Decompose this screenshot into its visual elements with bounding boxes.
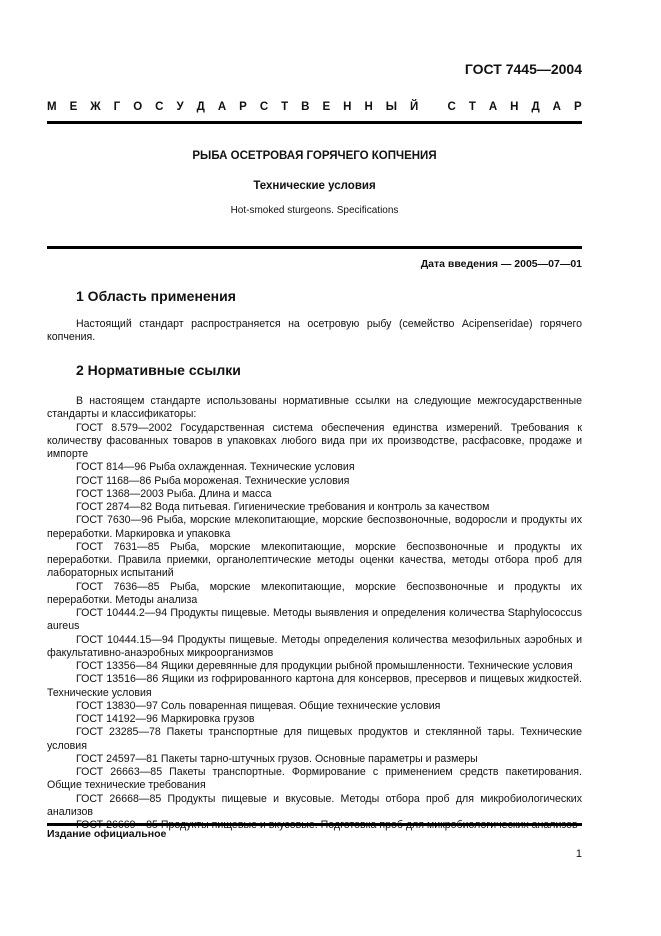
letter: Й [410, 101, 419, 113]
references-list [47, 395, 582, 832]
letter: Е [322, 101, 331, 113]
reference-item: ГОСТ 7630—96 Рыба, морские млекопитающие, морские беспозвоночные, водоросли и продукты их переработки. Маркировка и упаковка [47, 514, 582, 540]
title-divider [47, 246, 582, 249]
document-number: ГОСТ 7445—2004 [464, 61, 582, 77]
letter: Т [468, 101, 476, 113]
reference-item: ГОСТ 26663—85 Пакеты транспортные. Формирование с применением средств пакетирования. Общие технические требования [47, 766, 582, 792]
letter: А [552, 101, 561, 113]
introduction-date: Дата введения — 2005—07—01 [420, 258, 582, 270]
section-heading-scope: 1 Область применения [76, 288, 236, 304]
letter: Д [531, 101, 540, 113]
letter: А [217, 101, 227, 113]
reference-item: ГОСТ 10444.2—94 Продукты пищевые. Методы выявления и определения количества Staphylococcus aureus [47, 607, 582, 633]
letter: Р [573, 101, 582, 113]
letter: Т [281, 101, 289, 113]
reference-item: ГОСТ 14192—96 Маркировка грузов [76, 713, 255, 725]
section-heading-references: 2 Нормативные ссылки [76, 362, 241, 378]
reference-item: ГОСТ 7631—85 Рыба, морские млекопитающие, морские беспозвоночные и продукты их переработки. Правила приемки, органолептические методы оценки качества, методы отбора проб для лабораторных испытаний [47, 540, 582, 580]
reference-item: ГОСТ 23285—78 Пакеты транспортные для пищевых продуктов и стеклянной тары. Технические условия [47, 726, 582, 752]
letter: В [301, 101, 310, 113]
letter: О [133, 101, 143, 113]
reference-item: ГОСТ 2874—82 Вода питьевая. Гигиенические требования и контроль за качеством [76, 501, 490, 513]
letter: С [259, 101, 269, 113]
reference-item: ГОСТ 1168—86 Рыба мороженая. Технические условия [76, 474, 350, 487]
english-title: Hot-smoked sturgeons. Specifications [230, 205, 399, 216]
letter: М [47, 101, 57, 113]
footer-divider [47, 823, 582, 826]
letter: Р [239, 101, 247, 113]
letter: У [176, 101, 184, 113]
reference-item: ГОСТ 24597—81 Пакеты тарно-штучных грузов. Основные параметры и размеры [76, 752, 478, 765]
document-subtitle: Технические условия [253, 180, 376, 192]
official-edition-label: Издание официальное [47, 828, 167, 840]
reference-item: ГОСТ 13830—97 Соль поваренная пищевая. Общие технические условия [76, 699, 441, 712]
letter: Е [69, 101, 78, 113]
letter: С [155, 101, 164, 113]
reference-item: ГОСТ 10444.15—94 Продукты пищевые. Методы определения количества мезофильных аэробных и факультативно-анаэробных микроорганизмов [47, 633, 582, 659]
paragraph: Настоящий стандарт распространяется на осетровую рыбу (семейство Acipenseridae) горячего копчения. [47, 318, 582, 344]
reference-item: ГОСТ 13516—86 Ящики из гофрированного картона для консервов, пресервов и пищевых жидкостей. Технические условия [47, 673, 582, 699]
reference-item: ГОСТ 814—96 Рыба охлажденная. Технические условия [76, 461, 355, 474]
reference-item: ГОСТ 7636—85 Рыба, морские млекопитающие, морские беспозвоночные и продукты их переработки. Методы анализа [47, 580, 582, 606]
letter: Н [510, 101, 519, 113]
letter: Ы [385, 101, 398, 113]
letter: С [447, 101, 456, 113]
reference-item: ГОСТ 8.579—2002 Государственная система обеспечения единства измерений. Требования к количеству фасованных товаров в упаковках любого вида при их производстве, расфасовке, продаже и импорте [47, 421, 582, 460]
reference-item: ГОСТ 26668—85 Продукты пищевые и вкусовые. Методы отбора проб для микробиологических анализов [47, 792, 582, 818]
reference-item: ГОСТ 13356—84 Ящики деревянные для продукции рыбной промышленности. Технические условия [76, 660, 573, 672]
letter: Н [364, 101, 373, 113]
document-title: РЫБА ОСЕТРОВАЯ ГОРЯЧЕГО КОПЧЕНИЯ [192, 150, 437, 162]
letter: Г [113, 101, 121, 113]
section-scope-body [47, 318, 582, 345]
letter: А [488, 101, 498, 113]
paragraph: В настоящем стандарте использованы нормативные ссылки на следующие межгосударственные стандарты и классификаторы: [47, 395, 582, 421]
standard-type-heading [47, 101, 582, 113]
letter: Н [343, 101, 352, 113]
letter: Д [196, 101, 205, 113]
word-gap [431, 101, 434, 113]
reference-item: ГОСТ 1368—2003 Рыба. Длина и масса [76, 487, 272, 500]
letter: Ж [90, 101, 101, 113]
top-divider [47, 121, 582, 124]
page-number: 1 [575, 848, 582, 860]
